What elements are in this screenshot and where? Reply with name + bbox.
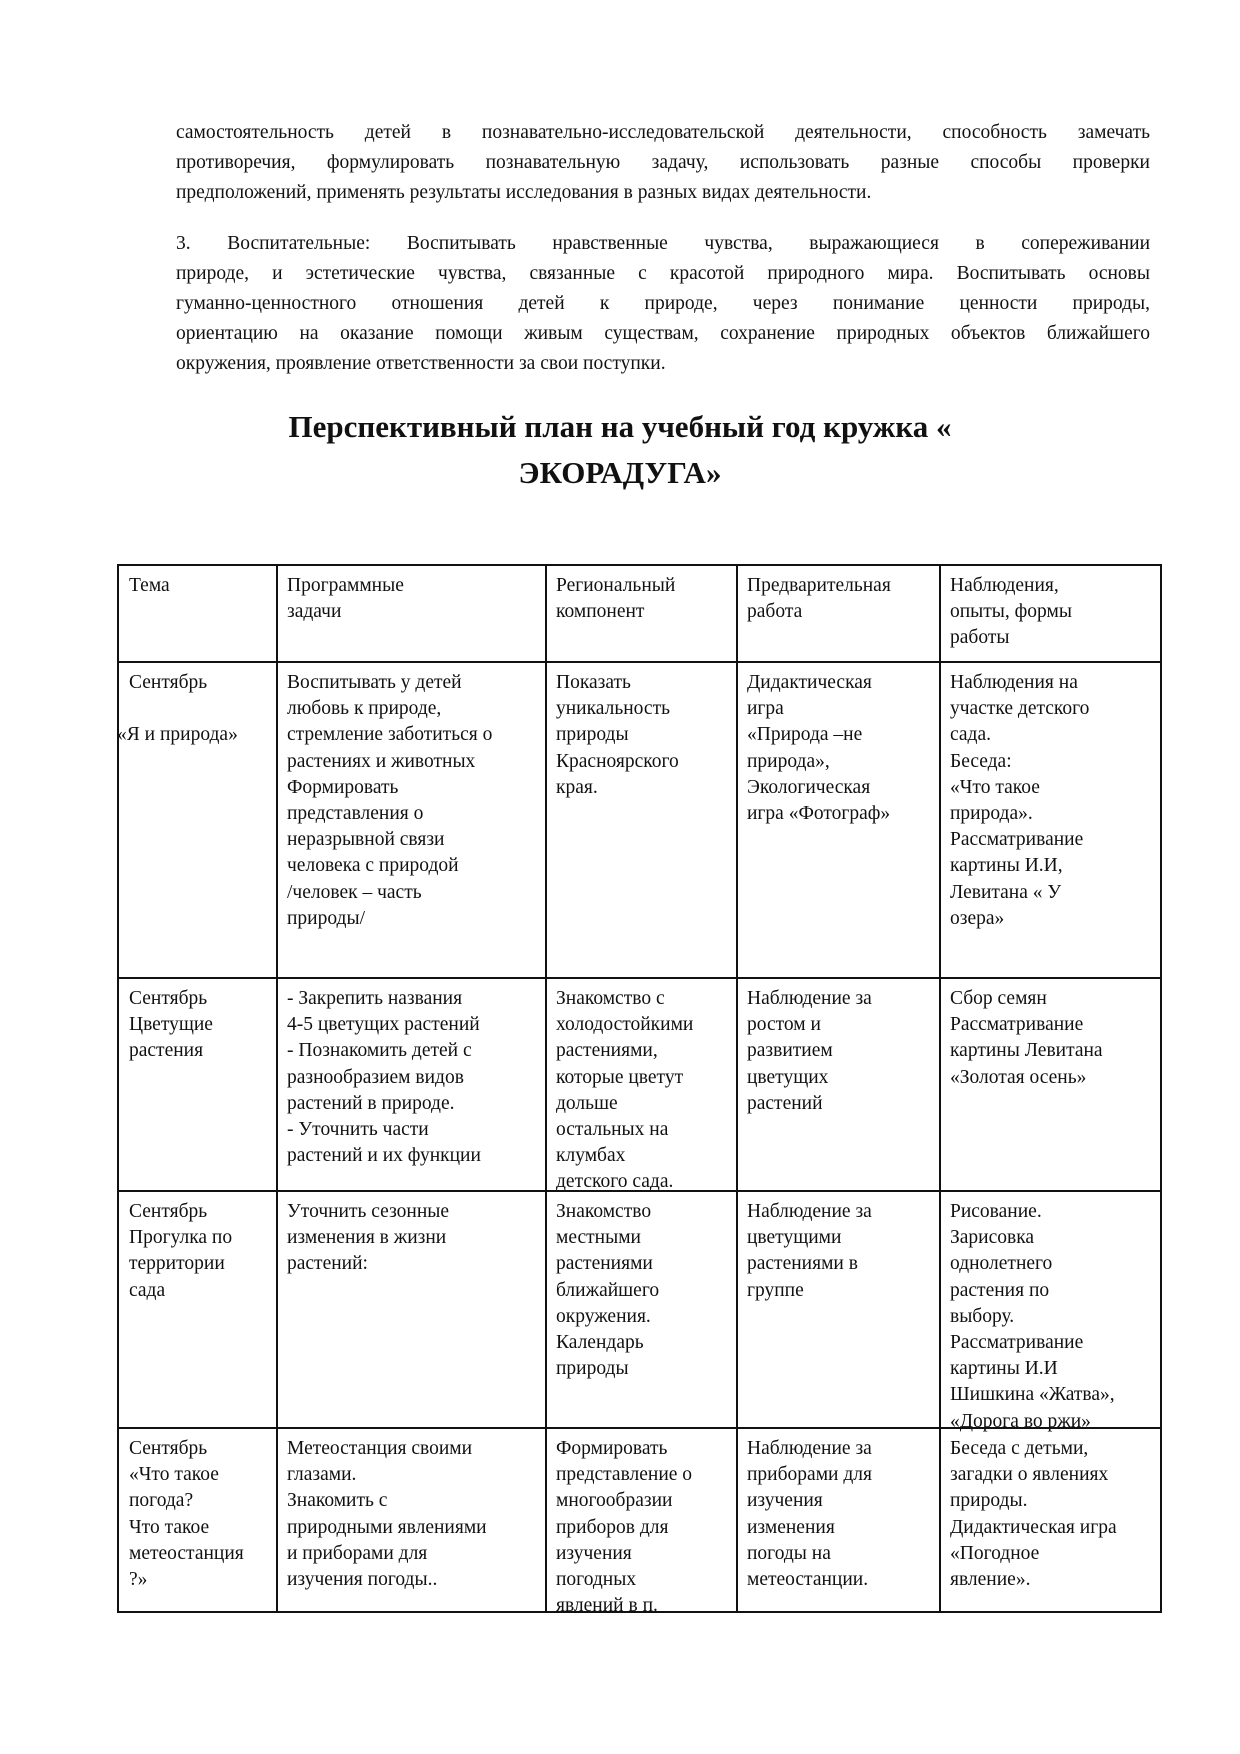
table-cell-observations — [950, 1199, 1115, 1435]
cell-text-line: которые цветут — [556, 1066, 684, 1088]
cell-text-line: Беседа с детьми, — [950, 1438, 1089, 1459]
cell-text-line: Наблюдения на — [950, 672, 1078, 693]
cell-text-line: Дидактическая — [747, 672, 872, 693]
cell-text-line: края. — [556, 776, 598, 798]
cell-text-line: картины И.И, — [950, 855, 1063, 877]
cell-text-line: Шишкина «Жатва», — [950, 1384, 1115, 1406]
table-cell-theme — [129, 1436, 244, 1593]
text-line: самостоятельность детей в познавательно-исследовательской деятельности, способность замечать — [176, 122, 1150, 143]
cell-text-line: картины И.И — [950, 1358, 1058, 1380]
cell-text-line: природы — [556, 724, 629, 746]
text-line: 3. Воспитательные: Воспитывать нравственные чувства, выражающиеся в сопереживании — [176, 233, 1150, 254]
cell-text-line: территории — [129, 1253, 225, 1275]
text-line: окружения, проявление ответственности за свои поступки. — [176, 353, 666, 374]
table-column-divider — [1160, 564, 1162, 1613]
cell-text-line: природа», — [747, 750, 830, 772]
table-column-divider — [939, 564, 941, 1613]
cell-text-line: опыты, формы — [950, 601, 1072, 623]
cell-text-line: представление о — [556, 1464, 693, 1486]
table-row-divider — [117, 977, 1162, 979]
cell-text-line: загадки о явлениях — [950, 1464, 1109, 1486]
table-cell-observations — [950, 1436, 1117, 1593]
cell-text-line: Красноярского — [556, 750, 679, 772]
cell-text-line: Знакомство с — [556, 988, 665, 1009]
cell-text-line: погода? — [129, 1490, 194, 1512]
cell-text-line: Знакомство — [556, 1201, 652, 1222]
cell-text-line: Что такое — [129, 1516, 210, 1538]
cell-text-line: растений в природе. — [287, 1092, 455, 1114]
cell-text-line: Беседа: — [950, 750, 1012, 772]
cell-text-line: Цветущие — [129, 1014, 213, 1036]
cell-text-line: Наблюдения, — [950, 575, 1059, 596]
cell-text-line: работы — [950, 627, 1010, 649]
cell-text-line: «Дорога во ржи» — [950, 1410, 1091, 1432]
table-cell-program-tasks — [287, 986, 481, 1169]
cell-text-line: Предварительная — [747, 575, 891, 596]
cell-text-line: представления о — [287, 803, 424, 825]
cell-text-line: Левитана « У — [950, 881, 1062, 903]
table-cell-regional-component — [556, 670, 679, 801]
cell-text-line: Рассматривание — [950, 829, 1084, 851]
cell-text-line: Тема — [129, 575, 170, 596]
cell-text-line: Программные — [287, 575, 404, 596]
header-cell-regional-component — [556, 573, 675, 625]
cell-text-line: «Погодное — [950, 1542, 1040, 1564]
cell-text-line: местными — [556, 1227, 641, 1249]
cell-text-line: Зарисовка — [950, 1227, 1035, 1249]
cell-text-line: - Познакомить детей с — [287, 1040, 472, 1062]
intro-paragraph-2 — [176, 229, 1150, 379]
cell-text-line: Сентябрь — [129, 1201, 208, 1222]
cell-text-line: растений и их функции — [287, 1145, 481, 1167]
cell-text-line: ближайшего — [556, 1279, 660, 1301]
cell-text-line: «Природа –не — [747, 724, 863, 746]
cell-text-line: Сентябрь — [129, 988, 208, 1009]
cell-text-line: природы. — [950, 1490, 1028, 1512]
header-cell-preliminary-work — [747, 573, 891, 625]
text-line: гуманно-ценностного отношения детей к природе, через понимание ценности природы, — [176, 293, 1150, 314]
table-column-divider — [117, 564, 119, 1613]
text-line: предположений, применять результаты исследования в разных видах деятельности. — [176, 182, 872, 203]
cell-text-line: Уточнить сезонные — [287, 1201, 450, 1222]
cell-text-line: изменения — [747, 1516, 835, 1538]
cell-text-line: Знакомить с — [287, 1490, 388, 1512]
cell-text-line: природными явлениями — [287, 1516, 487, 1538]
cell-text-line: Региональный — [556, 575, 676, 596]
cell-text-line: Сбор семян — [950, 988, 1047, 1009]
cell-text-line: растения по — [950, 1279, 1050, 1301]
table-row-divider — [117, 564, 1162, 566]
cell-text-line: цветущих — [747, 1066, 829, 1088]
cell-text-line: стремление заботиться о — [287, 724, 493, 746]
table-cell-preliminary-work — [747, 986, 872, 1117]
cell-text-line: разнообразием видов — [287, 1066, 464, 1088]
table-cell-theme — [117, 670, 238, 749]
cell-text-line: растениях и животных — [287, 750, 476, 772]
header-cell-theme — [129, 573, 170, 599]
cell-text-line: Формировать — [287, 776, 399, 798]
cell-text-line: Дидактическая игра — [950, 1516, 1117, 1538]
cell-text-line: природы/ — [287, 907, 365, 929]
cell-text-line: Формировать — [556, 1438, 668, 1459]
cell-text-line: изучения — [747, 1490, 823, 1512]
cell-text-line: картины Левитана — [950, 1040, 1103, 1062]
cell-text-line: уникальность — [556, 698, 670, 720]
text-line: ориентацию на оказание помощи живым существам, сохранение природных объектов ближайшего — [176, 323, 1150, 344]
table-cell-regional-component — [556, 986, 693, 1196]
cell-text-line: растений — [747, 1092, 823, 1114]
table-cell-preliminary-work — [747, 670, 890, 827]
cell-text-line: дольше — [556, 1092, 618, 1114]
cell-text-line: сада. — [950, 724, 991, 746]
cell-text-line: - Закрепить названия — [287, 988, 463, 1009]
table-cell-theme — [129, 986, 213, 1065]
table-row-divider — [117, 661, 1162, 663]
document-title-line-2: ЭКОРАДУГА» — [518, 455, 722, 490]
text-line: природе, и эстетические чувства, связанные с красотой природного мира. Воспитывать основы — [176, 263, 1150, 284]
table-cell-observations — [950, 986, 1103, 1091]
cell-text-line: Метеостанция своими — [287, 1438, 473, 1459]
cell-text-line: игра «Фотограф» — [747, 803, 891, 825]
cell-text-line: Календарь — [556, 1332, 644, 1354]
table-column-divider — [545, 564, 547, 1613]
cell-text-line: задачи — [287, 601, 342, 623]
cell-text-line: глазами. — [287, 1464, 357, 1486]
cell-text-line: Сентябрь — [129, 1438, 208, 1459]
cell-text-line: растениями, — [556, 1040, 658, 1062]
intro-paragraph-1 — [176, 118, 1150, 208]
cell-text-line: компонент — [556, 601, 645, 623]
cell-text-line: изучения погоды.. — [287, 1569, 438, 1591]
cell-text-line: растения — [129, 1040, 204, 1062]
cell-text-line: Прогулка по — [129, 1227, 233, 1249]
cell-text-line: явлений в п. — [556, 1595, 658, 1617]
header-cell-observations — [950, 573, 1072, 652]
cell-text-line: погодных — [556, 1569, 637, 1591]
cell-text-line: /человек – часть — [287, 881, 422, 903]
cell-text-line: Сентябрь — [129, 672, 208, 693]
cell-text-line: растениями — [556, 1253, 653, 1275]
cell-text-line: человека с природой — [287, 855, 459, 877]
cell-text-line: 4-5 цветущих растений — [287, 1014, 480, 1036]
cell-text-line: Рассматривание — [950, 1332, 1084, 1354]
document-title-line-1: Перспективный план на учебный год кружка « — [288, 409, 952, 444]
cell-text-line: метеостанции. — [747, 1569, 869, 1591]
cell-text-line: метеостанция — [129, 1542, 244, 1564]
cell-text-line: ?» — [129, 1569, 148, 1591]
table-cell-program-tasks — [287, 1436, 487, 1593]
table-cell-program-tasks — [287, 1199, 449, 1278]
cell-text-line: и приборами для — [287, 1542, 428, 1564]
cell-text-line: приборов для — [556, 1516, 669, 1538]
cell-text-line: озера» — [950, 907, 1005, 929]
cell-text-line: растениями в — [747, 1253, 858, 1275]
header-cell-program-tasks — [287, 573, 404, 625]
cell-text-line: выбору. — [950, 1305, 1015, 1327]
table-cell-preliminary-work — [747, 1436, 872, 1593]
cell-text-line: детского сада. — [556, 1171, 674, 1193]
cell-text-line: игра — [747, 698, 784, 720]
table-cell-program-tasks — [287, 670, 492, 932]
cell-text-line: работа — [747, 601, 803, 623]
table-cell-theme — [129, 1199, 232, 1304]
cell-text-line: развитием — [747, 1040, 833, 1062]
cell-text-line: сада — [129, 1279, 166, 1301]
table-column-divider — [276, 564, 278, 1613]
cell-text-line: клумбах — [556, 1145, 626, 1167]
table-cell-regional-component — [556, 1436, 692, 1619]
cell-text-line: ростом и — [747, 1014, 821, 1036]
cell-text-line: остальных на — [556, 1119, 669, 1141]
table-column-divider — [736, 564, 738, 1613]
cell-text-line: неразрывной связи — [287, 829, 445, 851]
cell-text-line: приборами для — [747, 1464, 872, 1486]
cell-text-line: любовь к природе, — [287, 698, 442, 720]
cell-text-line: «Что такое — [950, 776, 1040, 798]
cell-text-line: «Я и природа» — [117, 724, 238, 746]
cell-text-line: Показать — [556, 672, 631, 693]
cell-text-line: изменения в жизни — [287, 1227, 447, 1249]
cell-text-line: природа». — [950, 803, 1033, 825]
cell-text-line: - Уточнить части — [287, 1119, 429, 1141]
cell-text-line: природы — [556, 1358, 629, 1380]
cell-text-line: участке детского — [950, 698, 1090, 720]
cell-text-line: «Золотая осень» — [950, 1066, 1087, 1088]
cell-text-line: Рассматривание — [950, 1014, 1084, 1036]
cell-text-line: Рисование. — [950, 1201, 1042, 1222]
cell-text-line: холодостойкими — [556, 1014, 694, 1036]
cell-text-line: однолетнего — [950, 1253, 1053, 1275]
cell-text-line — [129, 696, 238, 722]
cell-text-line: растений: — [287, 1253, 368, 1275]
table-cell-regional-component — [556, 1199, 659, 1382]
cell-text-line: погоды на — [747, 1542, 831, 1564]
table-cell-observations — [950, 670, 1089, 932]
cell-text-line: цветущими — [747, 1227, 842, 1249]
text-line: противоречия, формулировать познавательную задачу, использовать разные способы проверки — [176, 152, 1150, 173]
cell-text-line: окружения. — [556, 1305, 651, 1327]
cell-text-line: «Что такое — [129, 1464, 219, 1486]
table-cell-preliminary-work — [747, 1199, 872, 1304]
plan-table — [117, 564, 1162, 1617]
cell-text-line: многообразии — [556, 1490, 673, 1512]
cell-text-line: Наблюдение за — [747, 988, 872, 1009]
cell-text-line: Наблюдение за — [747, 1201, 872, 1222]
cell-text-line: группе — [747, 1279, 804, 1301]
cell-text-line: явление». — [950, 1569, 1031, 1591]
cell-text-line: Воспитывать у детей — [287, 672, 462, 693]
cell-text-line: изучения — [556, 1542, 632, 1564]
cell-text-line: Наблюдение за — [747, 1438, 872, 1459]
cell-text-line: Экологическая — [747, 776, 871, 798]
